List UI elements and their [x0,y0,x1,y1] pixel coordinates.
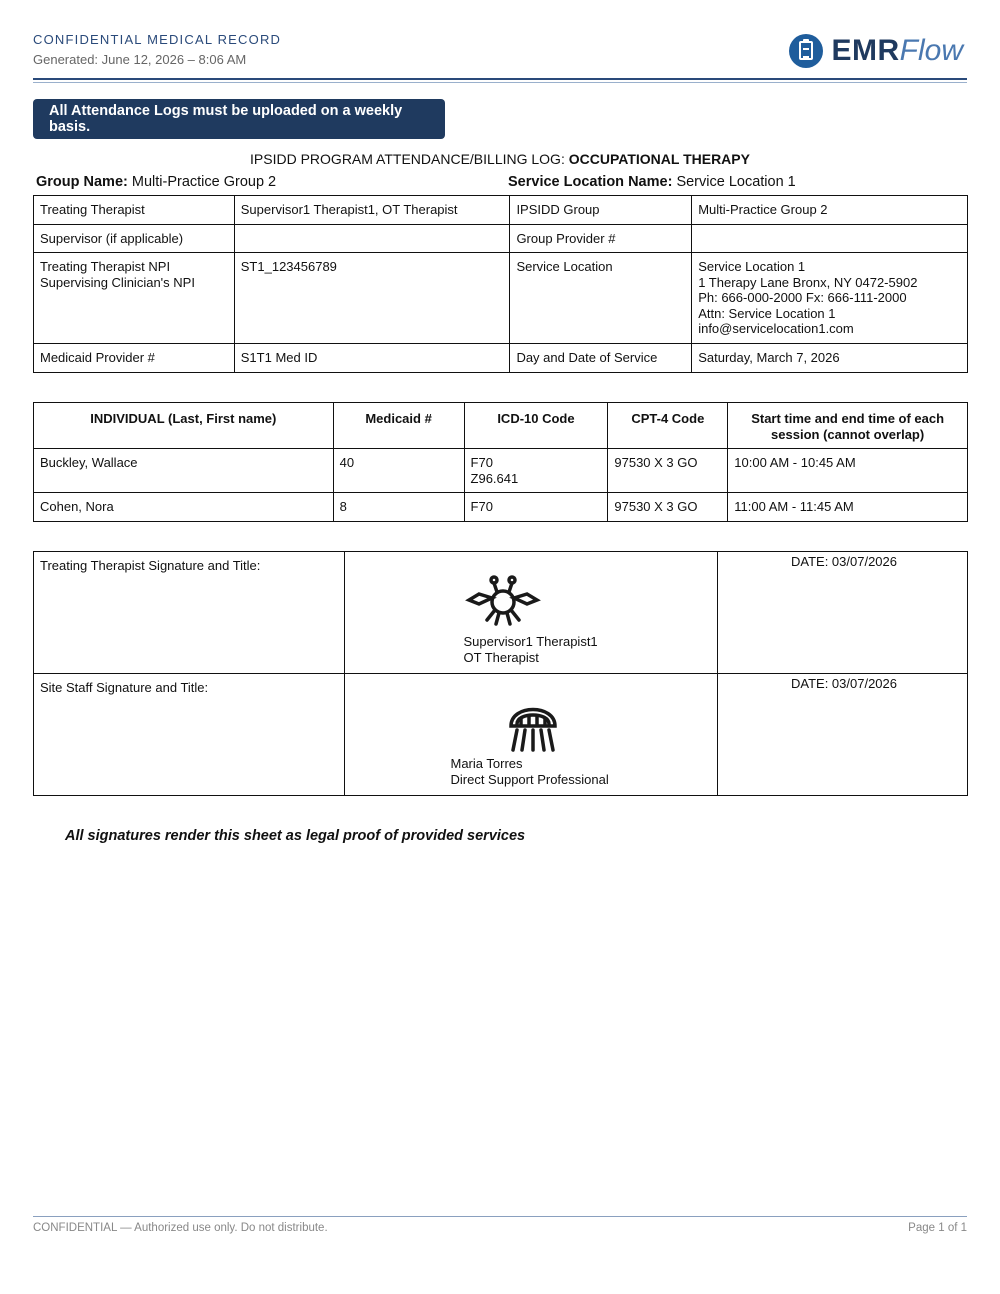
supervisor-value [234,224,510,253]
table-row [34,493,968,522]
log-title-type: OCCUPATIONAL THERAPY [568,151,750,167]
therapist-signature-label: Treating Therapist Signature and Title: [34,552,345,674]
column-header: ICD-10 Code [464,403,608,449]
weekly-upload-banner: All Attendance Logs must be uploaded on a weekly basis. [33,99,445,139]
site-staff-signer-name: Maria Torres [450,756,523,771]
individual-medicaid: 40 [333,449,464,493]
individual-name: Cohen, Nora [34,493,334,522]
address-line: 1 Therapy Lane Bronx, NY 0472-5902 [698,274,918,290]
site-staff-signature-date: DATE: 03/07/2026 [718,674,968,796]
service-date-label: Day and Date of Service [510,343,692,372]
site-staff-signer-title: Direct Support Professional [450,771,609,787]
column-header: Start time and end time of each session (cannot overlap) [728,403,968,449]
signature-table [33,551,968,796]
provider-info-table [33,195,968,373]
group-provider-value [692,224,968,253]
confidential-title: CONFIDENTIAL MEDICAL RECORD [33,32,282,47]
icd-code: F70 [470,455,493,470]
medicaid-provider-label: Medicaid Provider # [34,343,235,372]
treating-therapist-label: Treating Therapist [34,196,235,225]
address-line: info@servicelocation1.com [698,321,854,336]
service-location-name-line [508,174,796,190]
crab-signature-icon [463,574,543,630]
log-title [0,151,1000,167]
site-staff-signature-cell [344,674,718,796]
individual-medicaid: 8 [333,493,464,522]
group-provider-label: Group Provider # [510,224,692,253]
legal-note: All signatures render this sheet as legal proof of provided services [65,828,526,844]
therapist-signer-name: Supervisor1 Therapist1 [463,634,598,649]
individuals-table [33,402,968,522]
table-row [34,343,968,372]
address-line: Attn: Service Location 1 [698,305,836,321]
npi-labels [34,253,235,344]
icd-code: Z96.641 [470,470,519,486]
service-location-label: Service Location [510,253,692,344]
individual-time: 11:00 AM - 11:45 AM [728,493,968,522]
footer-confidential: CONFIDENTIAL — Authorized use only. Do not distribute. [33,1222,328,1234]
table-row [34,253,968,344]
logo-text-emr: EMR [831,34,900,67]
table-row [34,196,968,225]
site-staff-signature-label: Site Staff Signature and Title: [34,674,345,796]
column-header: CPT-4 Code [608,403,728,449]
table-header-row [34,403,968,449]
individual-cpt: 97530 X 3 GO [608,449,728,493]
address-line: Service Location 1 [698,259,806,274]
column-header: INDIVIDUAL (Last, First name) [34,403,334,449]
supervisor-label: Supervisor (if applicable) [34,224,235,253]
medicaid-provider-value: S1T1 Med ID [234,343,510,372]
treating-therapist-value: Supervisor1 Therapist1, OT Therapist [234,196,510,225]
ipsidd-group-value: Multi-Practice Group 2 [692,196,968,225]
page-header [33,0,967,80]
group-name-value: Multi-Practice Group 2 [131,174,277,190]
supervising-npi-label: Supervising Clinician's NPI [40,274,195,290]
table-row [34,224,968,253]
therapist-signature-cell [344,552,718,674]
service-location-address [692,253,968,344]
table-row [34,674,968,796]
npi-value: ST1_123456789 [234,253,510,344]
clipboard-icon [789,34,823,68]
service-location-name-value: Service Location 1 [676,174,796,190]
individual-time: 10:00 AM - 10:45 AM [728,449,968,493]
page-number: Page 1 of 1 [908,1222,967,1234]
individual-icd [464,449,608,493]
treating-npi-label: Treating Therapist NPI [40,259,171,274]
jellyfish-signature-icon [503,694,563,756]
log-title-prefix: IPSIDD PROGRAM ATTENDANCE/BILLING LOG: [250,151,565,167]
individual-cpt: 97530 X 3 GO [608,493,728,522]
emrflow-logo [789,32,963,70]
service-date-value: Saturday, March 7, 2026 [692,343,968,372]
service-location-name-label: Service Location Name: [508,174,673,190]
group-name-label: Group Name: [36,174,128,190]
logo-text-flow: Flow [899,34,963,67]
therapist-signer-title: OT Therapist [463,649,539,665]
address-line: Ph: 666-000-2000 Fx: 666-111-2000 [698,290,907,305]
individual-icd [464,493,608,522]
individual-name: Buckley, Wallace [34,449,334,493]
therapist-signature-date: DATE: 03/07/2026 [718,552,968,674]
table-row [34,449,968,493]
icd-code: F70 [470,499,493,514]
group-name-line [36,174,276,190]
page-footer [33,1216,967,1234]
generated-timestamp: Generated: June 12, 2026 – 8:06 AM [33,52,247,67]
column-header: Medicaid # [333,403,464,449]
table-row [34,552,968,674]
ipsidd-group-label: IPSIDD Group [510,196,692,225]
